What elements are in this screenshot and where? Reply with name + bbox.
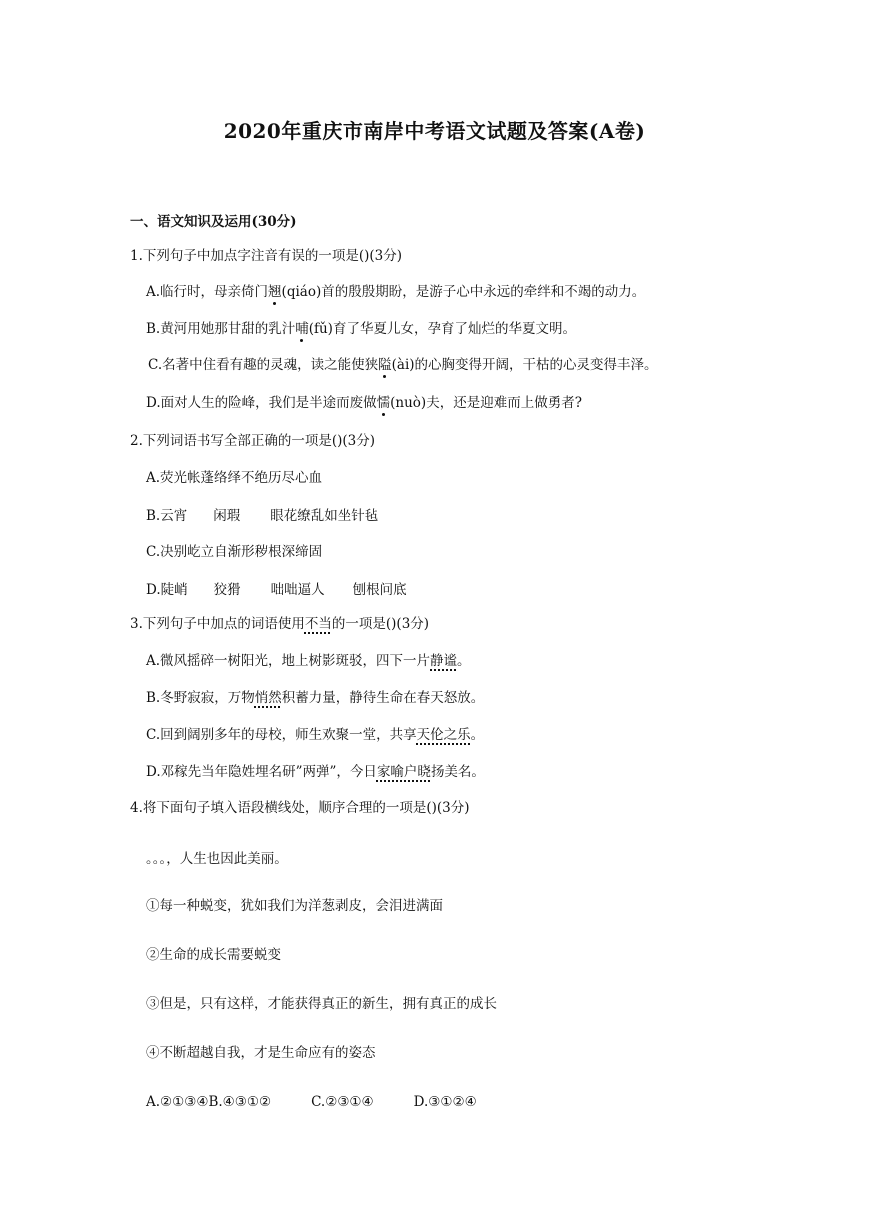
dotted-char: 懦: [376, 395, 391, 411]
q2-d-word: D.陡峭: [146, 582, 188, 598]
q3-b-text: B.冬野寂寂，万物: [146, 690, 255, 706]
q3-a-text-rest: 。: [457, 653, 471, 669]
q1-option-a: [146, 283, 645, 301]
q4-sentence-2: ②生命的成长需要蜕变: [146, 947, 281, 963]
q2-d-word: 咄咄逼人: [270, 582, 325, 598]
q3-c-text: C.回到阔别多年的母校，师生欢聚一堂，共享: [146, 727, 417, 743]
document-title: 2020年重庆市南岸中考语文试题及答案(A卷): [223, 119, 646, 143]
q4-passage: 。。。，人生也因此美丽。: [146, 851, 288, 867]
q4-sentence-1: ①每一种蜕变，犹如我们为洋葱剥皮，会泪进满面: [146, 898, 443, 914]
q3-d-text: D.邓稼先当年隐姓埋名研”两弹”，今日: [146, 764, 377, 780]
q2-option-a: A.荧光帐蓬络绎不绝历尽心血: [146, 470, 323, 486]
q3-c-dotted: 天伦之乐: [416, 727, 471, 743]
q3-stem-text-rest: 的一项是()(3分): [331, 616, 430, 632]
q4-option-ab: A.②①③④B.④③①②: [146, 1094, 272, 1110]
q1-option-c: [148, 356, 658, 374]
q4-options: [146, 1093, 477, 1111]
q3-a-dotted: 静谧: [430, 653, 458, 669]
q2-b-word: B.云宵: [146, 508, 188, 524]
q1-c-text: C.名著中住看有趣的灵魂，读之能使狭: [148, 357, 379, 373]
dotted-char: 翘: [268, 284, 282, 300]
q3-b-text-rest: 积蓄力量，静待生命在春天怒放。: [281, 690, 485, 706]
q1-option-d: [146, 394, 582, 412]
q1-a-text: A.临行时，母亲倚门: [146, 284, 269, 300]
q1-option-b: [146, 320, 576, 338]
dotted-char: 哺: [295, 321, 309, 337]
q1-d-text: D.面对人生的险峰，我们是半途而废做: [146, 395, 377, 411]
q3-option-d: [146, 763, 485, 781]
q1-a-text-rest: (qiáo)首的殷殷期盼，是游子心中永远的牵绊和不竭的动力。: [281, 284, 646, 300]
q2-d-word: 狡猾: [213, 582, 241, 598]
q3-b-dotted: 悄然: [254, 690, 282, 706]
q4-sentence-4: ④不断超越自我，才是生命应有的姿态: [146, 1045, 376, 1061]
q1-b-text-rest: (fǔ)育了华夏儿女，孕育了灿烂的华夏文明。: [308, 321, 576, 337]
q1-d-text-rest: (nuò)夫，还是迎难而上做勇者?: [390, 395, 582, 411]
q2-b-word: 眼花缭乱如坐针毡: [270, 508, 379, 524]
q2-b-word: 闲瑕: [213, 508, 241, 524]
q4-option-c: C.②③①④: [311, 1094, 374, 1110]
q3-option-a: [146, 652, 471, 670]
q1-stem: 1.下列句子中加点字注音有误的一项是()(3分): [130, 248, 403, 264]
q3-a-text: A.微风摇碎一树阳光，地上树影斑驳，四下一片: [146, 653, 431, 669]
q4-sentence-3: ③但是，只有这样，才能获得真正的新生，拥有真正的成长: [146, 996, 497, 1012]
q2-option-d: [146, 581, 407, 599]
q2-option-b: [146, 507, 378, 525]
q3-stem-dotted: 不当: [304, 616, 332, 632]
q2-d-word: 刨根问底: [352, 582, 407, 598]
q3-option-c: [146, 726, 484, 744]
q2-option-c: C.决别屹立自渐形秽根深缔固: [146, 544, 323, 560]
q3-d-dotted: 家喻户晓: [376, 764, 431, 780]
q1-c-text-rest: (ài)的心胸变得开阔，干枯的心灵变得丰泽。: [391, 357, 658, 373]
q3-c-text-rest: 。: [470, 727, 485, 743]
q4-option-d: D.③①②④: [413, 1094, 477, 1110]
q3-d-text-rest: 扬美名。: [430, 764, 485, 780]
q3-option-b: [146, 689, 484, 707]
q4-stem: 4.将下面句子填入语段横线处，顺序合理的一项是()(3分): [130, 800, 470, 816]
section-heading: 一、语文知识及运用(30分): [130, 214, 297, 230]
q2-stem: 2.下列词语书写全部正确的一项是()(3分): [130, 433, 376, 449]
q3-stem: [130, 615, 429, 633]
dotted-char: 隘: [378, 357, 392, 373]
q3-stem-text: 3.下列句子中加点的词语使用: [130, 616, 305, 632]
q1-b-text: B.黄河用她那甘甜的乳汁: [146, 321, 296, 337]
